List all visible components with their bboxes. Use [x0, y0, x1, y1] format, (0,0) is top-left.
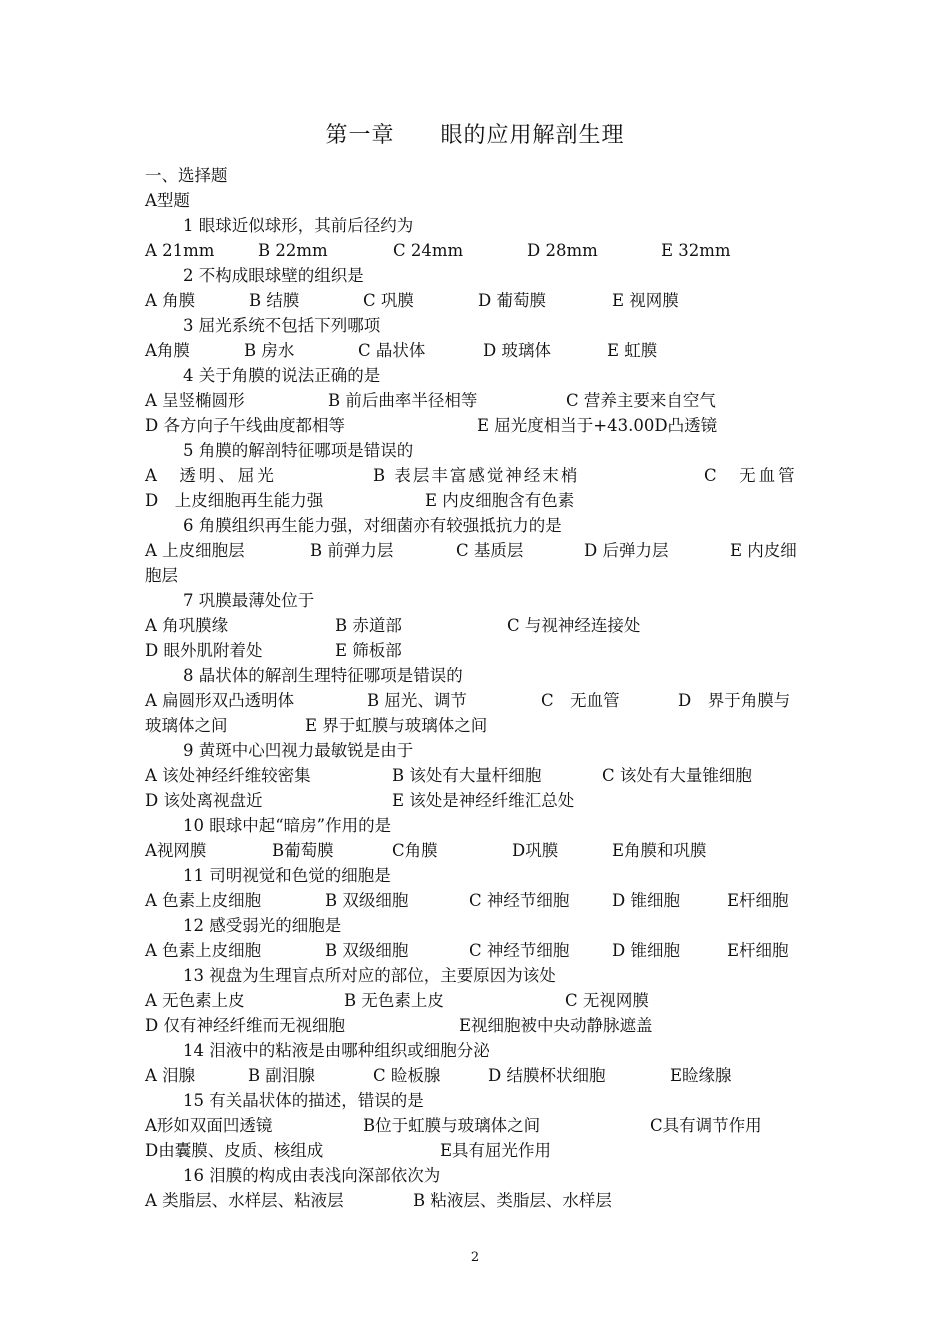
option: E具有屈光作用: [440, 1141, 552, 1160]
question-stem: 9 黄斑中心凹视力最敏锐是由于: [183, 741, 414, 760]
question-stem: 5 角膜的解剖特征哪项是错误的: [183, 441, 414, 460]
option: A 泪腺: [145, 1066, 196, 1085]
option: B 屈光、调节: [367, 691, 467, 710]
option: C具有调节作用: [650, 1116, 762, 1135]
option-continued: 胞层: [145, 566, 178, 585]
option: A 色素上皮细胞: [145, 891, 262, 910]
question-stem: 16 泪膜的构成由表浅向深部依次为: [183, 1166, 441, 1185]
option: E 屈光度相当于+43.00D凸透镜: [477, 416, 718, 435]
option: A 类脂层、水样层、粘液层: [145, 1191, 344, 1210]
option: E 虹膜: [607, 341, 658, 360]
question-stem: 13 视盘为生理盲点所对应的部位，主要原因为该处: [183, 966, 556, 985]
subsection-heading: A型题: [145, 191, 190, 210]
option: C 无视网膜: [565, 991, 649, 1010]
question-stem: 4 关于角膜的说法正确的是: [183, 366, 381, 385]
option-row: [145, 488, 810, 513]
question-stem: 7 巩膜最薄处位于: [183, 591, 315, 610]
option: E杆细胞: [727, 891, 789, 910]
option-row: [145, 1113, 810, 1138]
option: B 前后曲率半径相等: [328, 391, 478, 410]
question-stem: 6 角膜组织再生能力强，对细菌亦有较强抵抗力的是: [183, 516, 562, 535]
question-stem: 1 眼球近似球形，其前后径约为: [183, 216, 414, 235]
option: B 赤道部: [335, 616, 402, 635]
option-row: [145, 463, 810, 488]
page-number: 2: [470, 1250, 480, 1265]
option: C 该处有大量锥细胞: [602, 766, 752, 785]
section-heading: 一、选择题: [145, 166, 228, 185]
option: D 玻璃体: [483, 341, 551, 360]
option: A 扁圆形双凸透明体: [145, 691, 295, 710]
option: A角膜: [145, 341, 190, 360]
option-row: [145, 888, 810, 913]
option-row: [145, 838, 810, 863]
option: C 神经节细胞: [469, 891, 570, 910]
option: C 与视神经连接处: [507, 616, 641, 635]
question-stem: 14 泪液中的粘液是由哪种组织或细胞分泌: [183, 1041, 490, 1060]
option: B 22mm: [258, 241, 328, 260]
option: C 营养主要来自空气: [566, 391, 716, 410]
option-row: [145, 713, 810, 738]
option: D 葡萄膜: [478, 291, 546, 310]
option: B 副泪腺: [248, 1066, 315, 1085]
option: C 无血管: [704, 466, 798, 485]
option: B 双级细胞: [325, 891, 409, 910]
option-row: [145, 1013, 810, 1038]
option: E 该处是神经纤维汇总处: [392, 791, 575, 810]
option: A 角膜: [145, 291, 196, 310]
option-row: [145, 688, 810, 713]
option: B 双级细胞: [325, 941, 409, 960]
option: D 锥细胞: [612, 941, 680, 960]
question-stem: 3 屈光系统不包括下列哪项: [183, 316, 381, 335]
option: E 筛板部: [335, 641, 402, 660]
option: C 24mm: [393, 241, 464, 260]
option: E杆细胞: [727, 941, 789, 960]
option-row: [145, 413, 810, 438]
option: C 巩膜: [363, 291, 414, 310]
question-stem: 8 晶状体的解剖生理特征哪项是错误的: [183, 666, 463, 685]
question-stem: 12 感受弱光的细胞是: [183, 916, 342, 935]
option: D由囊膜、皮质、核组成: [145, 1141, 324, 1160]
option: A 角巩膜缘: [145, 616, 229, 635]
option: D 各方向子午线曲度都相等: [145, 416, 345, 435]
option-row: [145, 288, 810, 313]
option: A 无色素上皮: [145, 991, 245, 1010]
option: E角膜和巩膜: [612, 841, 707, 860]
option-row: [145, 1138, 810, 1163]
option: A 该处神经纤维较密集: [145, 766, 311, 785]
option: A视网膜: [145, 841, 207, 860]
option: A 上皮细胞层: [145, 541, 245, 560]
option: E视细胞被中央动静脉遮盖: [459, 1016, 653, 1035]
option: B 该处有大量杆细胞: [392, 766, 542, 785]
question-stem: 10 眼球中起“暗房”作用的是: [183, 816, 392, 835]
option: C 睑板腺: [373, 1066, 441, 1085]
option-row: [145, 1063, 810, 1088]
option-row: [145, 538, 810, 563]
question-stem: 2 不构成眼球壁的组织是: [183, 266, 364, 285]
option: D巩膜: [512, 841, 559, 860]
page-title: 第一章 眼的应用解剖生理: [325, 123, 625, 148]
option: A 21mm: [145, 241, 215, 260]
option: A 呈竖椭圆形: [145, 391, 245, 410]
option: D 眼外肌附着处: [145, 641, 263, 660]
option: A形如双面凹透镜: [145, 1116, 273, 1135]
option: D 界于角膜与: [678, 691, 791, 710]
option: A 色素上皮细胞: [145, 941, 262, 960]
option: B位于虹膜与玻璃体之间: [363, 1116, 541, 1135]
option: B 结膜: [249, 291, 300, 310]
option-row: [145, 238, 810, 263]
option-row: [145, 338, 810, 363]
option: D 锥细胞: [612, 891, 680, 910]
option-row: [145, 638, 810, 663]
option: B 房水: [244, 341, 295, 360]
option: E 界于虹膜与玻璃体之间: [305, 716, 488, 735]
option: D 仅有神经纤维而无视细胞: [145, 1016, 345, 1035]
option: B 粘液层、类脂层、水样层: [413, 1191, 612, 1210]
option: E 内皮细胞含有色素: [425, 491, 575, 510]
question-stem: 15 有关晶状体的描述，错误的是: [183, 1091, 424, 1110]
option: E睑缘腺: [670, 1066, 732, 1085]
option: C 神经节细胞: [469, 941, 570, 960]
option-row: [145, 388, 810, 413]
option: D 该处离视盘近: [145, 791, 263, 810]
option: D 后弹力层: [584, 541, 669, 560]
option-row: [145, 763, 810, 788]
option-continued: 玻璃体之间: [145, 716, 228, 735]
option: D 结膜杯状细胞: [488, 1066, 606, 1085]
option-row: [145, 563, 810, 588]
option: C角膜: [392, 841, 438, 860]
option: D 上皮细胞再生能力强: [145, 491, 324, 510]
option-row: [145, 788, 810, 813]
option: B 无色素上皮: [344, 991, 444, 1010]
question-stem: 11 司明视觉和色觉的细胞是: [183, 866, 391, 885]
option: B葡萄膜: [272, 841, 334, 860]
option-row: [145, 988, 810, 1013]
option: C 无血管: [541, 691, 620, 710]
option: D 28mm: [527, 241, 598, 260]
option: E 32mm: [661, 241, 731, 260]
option-row: [145, 938, 810, 963]
option: E 视网膜: [612, 291, 679, 310]
option: A 透明、屈光: [145, 466, 277, 485]
option: C 基质层: [456, 541, 524, 560]
option: C 晶状体: [358, 341, 426, 360]
option-row: [145, 613, 810, 638]
option: B 表层丰富感觉神经末梢: [373, 466, 580, 485]
option-row: [145, 1188, 810, 1213]
option: B 前弹力层: [310, 541, 394, 560]
option: E 内皮细: [730, 541, 797, 560]
